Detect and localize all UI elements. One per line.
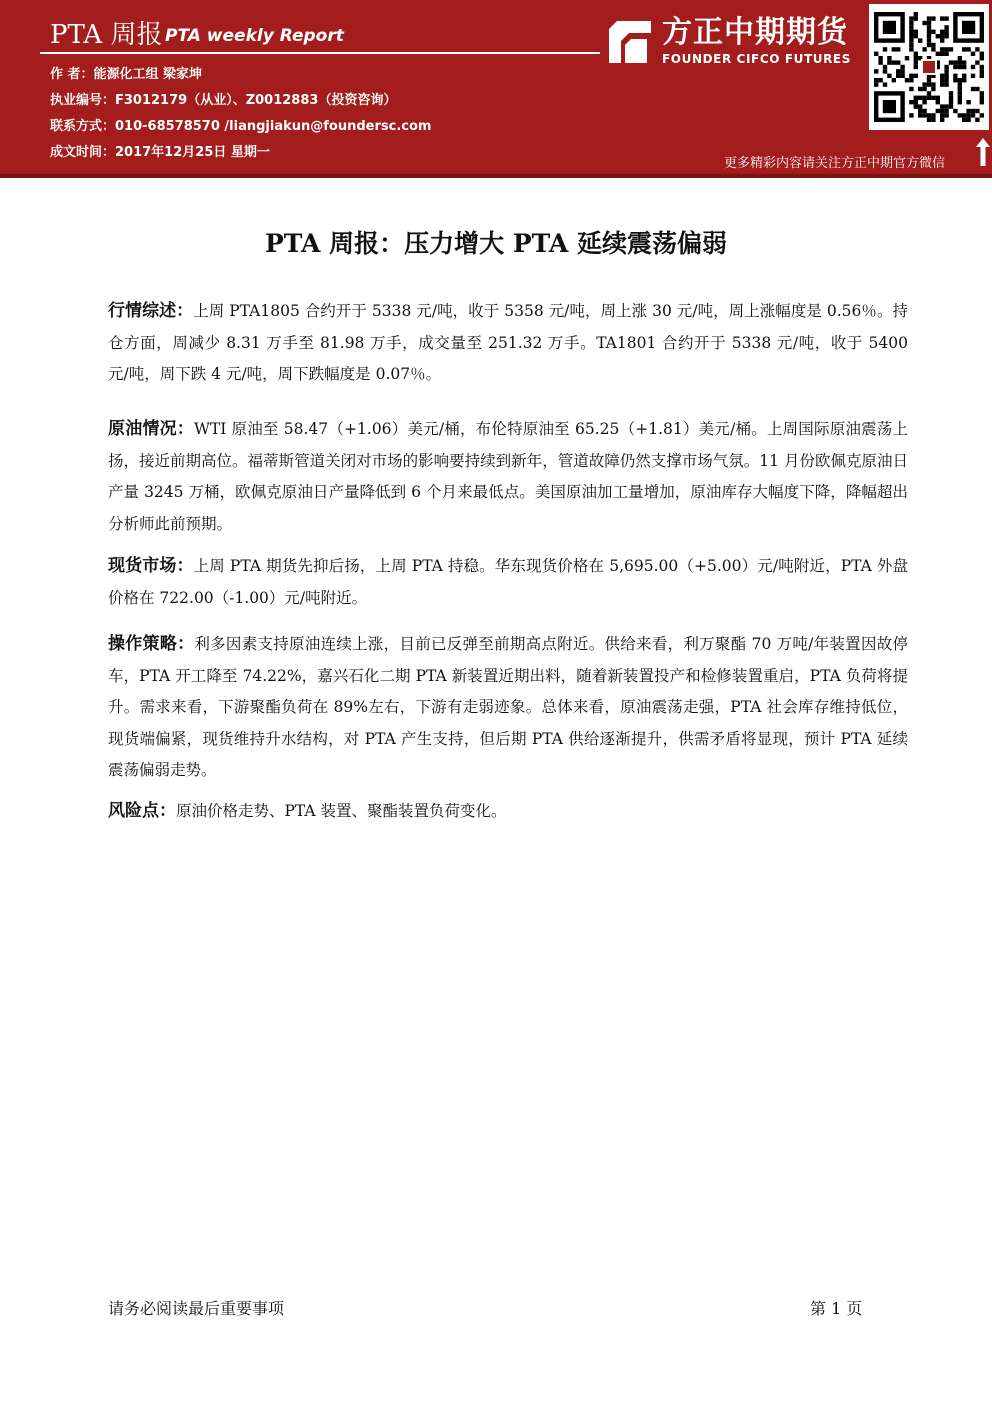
arrow-up-icon (976, 138, 990, 166)
section-market-overview (108, 296, 908, 391)
section-text: 上周 PTA1805 合约开于 5338 元/吨，收于 5358 元/吨，周上涨 30 元/吨，周上涨幅度是 0.56％。持仓方面，周减少 8.31 万手至 81.98 万手，成交量至 251.32 万手。TA1801 合约开于 5338 元/吨，收于 5400 元/吨，周下跌 4 元/吨，周下跌幅度是 0.07％。 (108, 302, 909, 383)
qr-code-icon (869, 4, 989, 130)
section-text: WTI 原油至 58.47（+1.06）美元/桶，布伦特原油至 65.25（+1.81）美元/桶。上周国际原油震荡上扬，接近前期高位。福蒂斯管道关闭对市场的影响要持续到新年，管道故障仍然支撑市场气氛。11 月份欧佩克原油日产量 3245 万桶，欧佩克原油日产量降低到 6 个月来最低点。美国原油加工量增加，原油库存大幅度下降，降幅超出分析师此前预期。 (108, 420, 909, 533)
footer-notice: 请务必阅读最后重要事项 (108, 1299, 285, 1318)
header-divider (40, 52, 600, 54)
brand-title: PTA 周报 (50, 20, 163, 50)
company-logo-icon (607, 19, 653, 65)
wechat-follow-note: 更多精彩内容请关注方正中期官方微信 (724, 156, 946, 171)
section-text: 上周 PTA 期货先抑后扬，上周 PTA 持稳。华东现货价格在 5,695.00（+5.00）元/吨附近，PTA 外盘价格在 722.00（-1.00）元/吨附近。 (108, 557, 908, 607)
section-text: 原油价格走势、PTA 装置、聚酯装置负荷变化。 (176, 802, 507, 820)
report-header (0, 0, 992, 174)
section-crude-oil (108, 414, 908, 540)
document-title: PTA 周报：压力增大 PTA 延续震荡偏弱 (265, 229, 727, 258)
company-name-en: FOUNDER CIFCO FUTURES (662, 52, 851, 66)
section-label: 风险点： (108, 801, 176, 821)
section-label: 原油情况： (108, 419, 195, 439)
date-line: 成文时间：2017年12月25日 星期一 (50, 145, 270, 160)
section-text: 利多因素支持原油连续上涨，目前已反弹至前期高点附近。供给来看，利万聚酯 70 万吨/年装置因故停车，PTA 开工降至 74.22%，嘉兴石化二期 PTA 新装置近期出料，随着新装置投产和检修装置重启，PTA 负荷将提升。需求来看，下游聚酯负荷在 89%左右，下游有走弱迹象。总体来看，原油震荡走强，PTA 社会库存维持低位，现货端偏紧，现货维持升水结构，对 PTA 产生支持，但后期 PTA 供给逐渐提升，供需矛盾将显现，预计 PTA 延续震荡偏弱走势。 (108, 635, 908, 779)
brand-subtitle: PTA weekly Report (165, 26, 344, 46)
section-label: 行情综述： (108, 301, 194, 321)
company-name-cn: 方正中期期货 (662, 15, 848, 50)
section-label: 操作策略： (108, 634, 195, 654)
page-number: 第 1 页 (810, 1299, 863, 1318)
section-risk (108, 796, 908, 828)
header-bottom-border (0, 174, 992, 178)
contact-line: 联系方式：010-68578570 /liangjiakun@foundersc.com (50, 119, 432, 134)
section-spot-market (108, 551, 908, 614)
section-strategy (108, 629, 908, 787)
section-label: 现货市场： (108, 556, 194, 576)
author-line: 作 者：能源化工组 梁家坤 (50, 67, 203, 82)
license-line: 执业编号：F3012179（从业）、Z0012883（投资咨询） (50, 93, 397, 108)
